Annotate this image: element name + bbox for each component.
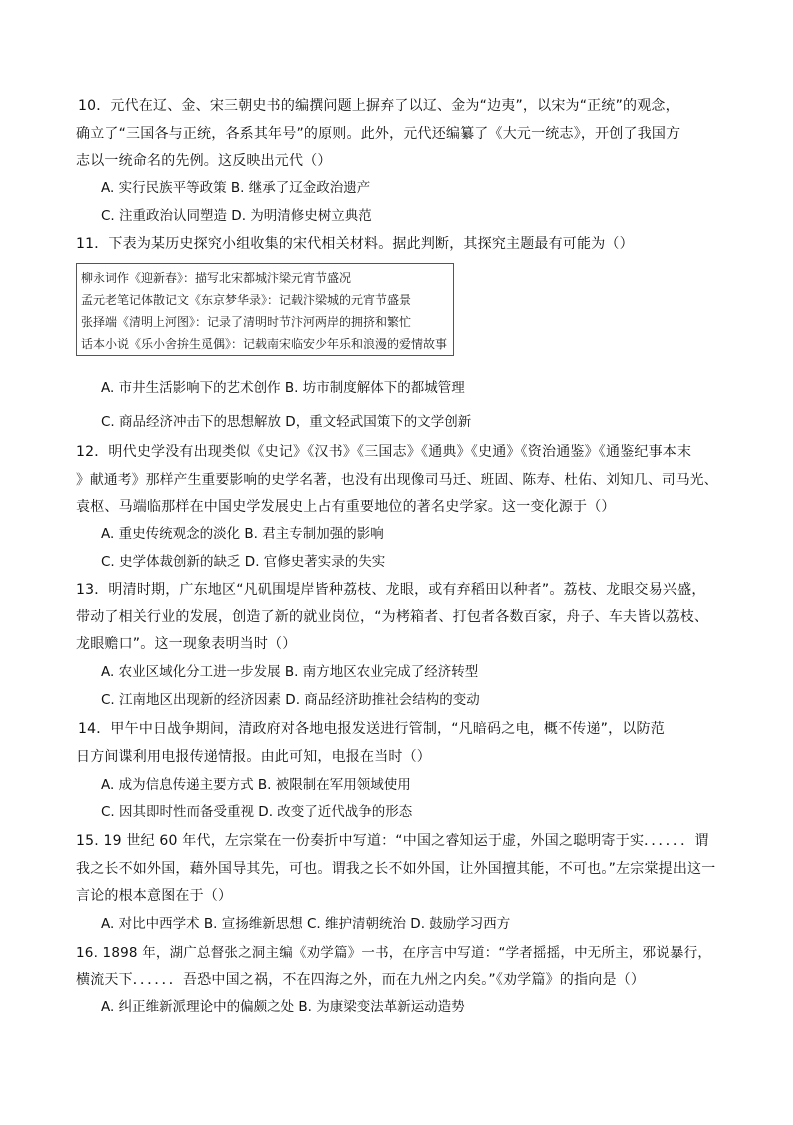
- q14-stem-line-1: 14．甲午中日战争期间，清政府对各地电报发送进行管制，“凡暗码之电，概不传递”，以防范: [78, 721, 665, 737]
- q11-material-table: [76, 263, 454, 356]
- q14-stem-line-2: 日方间谍利用电报传递情报。由此可知，电报在当时（）: [76, 749, 431, 765]
- q11-material-row: 孟元老笔记体散记文《东京梦华录》：记载汴梁城的元宵节盛景: [81, 293, 412, 307]
- q10-options-a-b: A. 实行民族平等政策 B. 继承了辽金政治遗产: [101, 180, 371, 196]
- q15-stem-line-2: 我之长不如外国，藉外国导其先，可也。谓我之长不如外国，让外国擅其能，不可也。”左宗棠提出这一: [76, 861, 716, 877]
- q16-stem-line-2: 横流天下．．．．．．吾恐中国之祸，不在四海之外，而在九州之内矣。”《劝学篇》的指向是（）: [76, 972, 646, 988]
- q16-stem-line-1: 16. 1898 年，湖广总督张之洞主编《劝学篇》一书，在序言中写道：“学者摇摇，中无所主，邪说暴行，: [76, 945, 712, 961]
- q15-options: A. 对比中西学术 B. 宣扬维新思想 C. 维护清朝统治 D. 鼓励学习西方: [101, 916, 511, 932]
- q10-options-c-d: C. 注重政治认同塑造 D. 为明清修史树立典范: [101, 208, 372, 224]
- q11-options-a-b: A. 市井生活影响下的艺术创作 B. 坊市制度解体下的都城管理: [101, 380, 465, 396]
- q14-options-c-d: C. 因其即时性而备受重视 D. 改变了近代战争的形态: [101, 804, 413, 820]
- q11-options-c-d: C. 商品经济冲击下的思想解放 D，重文轻武国策下的文学创新: [101, 414, 472, 430]
- q12-stem-line-1: 12．明代史学没有出现类似《史记》《汉书》《三国志》《通典》《史通》《资治通鉴》《通鉴纪事本末: [76, 444, 692, 460]
- q13-stem-line-3: 龙眼赡口”。这一现象表明当时（）: [76, 636, 297, 652]
- q10-stem-line-2: 确立了“三国各与正统，各系其年号”的原则。此外，元代还编纂了《大元一统志》，开创了我国方: [76, 126, 681, 142]
- q11-material-row: 张择端《清明上河图》：记录了清明时节汴河两岸的拥挤和繁忙: [81, 315, 412, 329]
- q13-options-c-d: C. 江南地区出现新的经济因素 D. 商品经济助推社会结构的变动: [101, 692, 480, 708]
- q12-stem-line-2: 》献通考》那样产生重要影响的史学名著，也没有出现像司马迁、班固、陈寿、杜佑、刘知几、司马光、: [76, 472, 718, 488]
- q11-material-row: 柳永词作《迎新春》：描写北宋都城汴梁元宵节盛况: [81, 271, 352, 285]
- q13-options-a-b: A. 农业区域化分工进一步发展 B. 南方地区农业完成了经济转型: [101, 664, 479, 680]
- q15-stem-line-3: 言论的根本意图在于（）: [76, 888, 233, 904]
- q11-stem-line-1: 11．下表为某历史探究小组收集的宋代相关材料。据此判断，其探究主题最有可能为（）: [76, 236, 634, 252]
- q15-stem-line-1: 15. 19 世纪 60 年代，左宗棠在一份奏折中写道：“中国之睿知运于虚，外国之聪明寄于实．．．．．．谓: [76, 833, 709, 849]
- q12-stem-line-3: 袁枢、马端临那样在中国史学发展史上占有重要地位的著名史学家。这一变化源于（）: [76, 499, 616, 515]
- q10-stem-line-1: 10．元代在辽、金、宋三朝史书的编撰问题上摒弃了以辽、金为“边夷”，以宋为“正统”的观念，: [78, 98, 680, 114]
- q12-options-a-b: A. 重史传统观念的淡化 B. 君主专制加强的影响: [101, 526, 384, 542]
- q13-stem-line-1: 13．明清时期，广东地区“凡矶围堤岸皆种荔枝、龙眼，或有弃稻田以种者”。荔枝、龙眼交易兴盛，: [76, 582, 706, 598]
- q14-options-a-b: A. 成为信息传递主要方式 B. 被限制在军用领域使用: [101, 777, 411, 793]
- q11-material-row: 话本小说《乐小舍拚生觅偶》：记载南宋临安少年乐和浪漫的爱情故事: [81, 337, 448, 351]
- q16-options-a-b: A. 纠正维新派理论中的偏颇之处 B. 为康梁变法革新运动造势: [101, 999, 465, 1015]
- q13-stem-line-2: 带动了相关行业的发展，创造了新的就业岗位，“为栲箱者、打包者各数百家，舟子、车夫皆以荔枝、: [76, 609, 709, 625]
- q12-options-c-d: C. 史学体裁创新的缺乏 D. 官修史著实录的失实: [101, 554, 386, 570]
- q10-stem-line-3: 志以一统命名的先例。这反映出元代（）: [76, 153, 332, 169]
